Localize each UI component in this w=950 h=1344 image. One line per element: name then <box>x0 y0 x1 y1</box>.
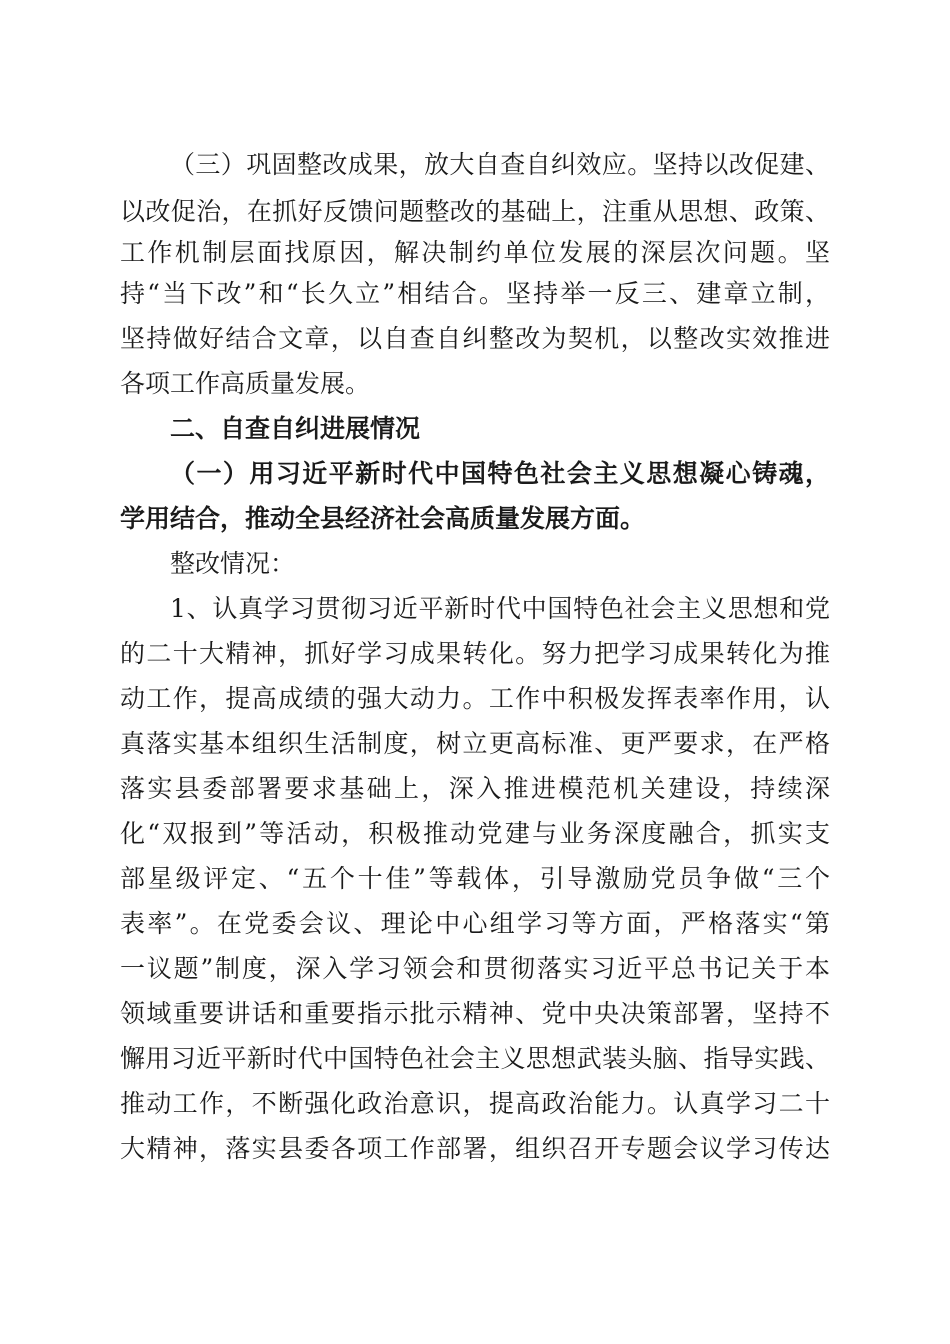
subsection-heading-line: 学用结合，推动全县经济社会高质量发展方面。 <box>120 504 646 533</box>
paragraph-line: 部星级评定、“五个十佳”等载体，引导激励党员争做“三个 <box>120 864 830 893</box>
subsection-heading-line: （一）用习近平新时代中国特色社会主义思想凝心铸魂， <box>170 459 830 488</box>
paragraph-line: 的二十大精神，抓好学习成果转化。努力把学习成果转化为推 <box>120 639 830 668</box>
label-line: 整改情况： <box>170 549 296 578</box>
paragraph-line: 动工作，提高成绩的强大动力。工作中积极发挥表率作用，认 <box>120 684 830 713</box>
paragraph-line: 坚持做好结合文章，以自查自纠整改为契机，以整改实效推进 <box>120 324 830 353</box>
paragraph-line: 落实县委部署要求基础上，深入推进模范机关建设，持续深 <box>120 774 830 803</box>
paragraph-line: 大精神，落实县委各项工作部署，组织召开专题会议学习传达 <box>120 1134 830 1163</box>
paragraph-line: 表率”。在党委会议、理论中心组学习等方面，严格落实“第 <box>120 909 830 938</box>
paragraph-line: 持“当下改”和“长久立”相结合。坚持举一反三、建章立制， <box>120 279 830 308</box>
paragraph-line: 一议题”制度，深入学习领会和贯彻落实习近平总书记关于本 <box>120 954 830 983</box>
paragraph-line: 1、认真学习贯彻习近平新时代中国特色社会主义思想和党 <box>170 594 830 623</box>
paragraph-line: 工作机制层面找原因，解决制约单位发展的深层次问题。坚 <box>120 238 830 267</box>
paragraph-line: 化“双报到”等活动，积极推动党建与业务深度融合，抓实支 <box>120 819 830 848</box>
paragraph-line: 以改促治，在抓好反馈问题整改的基础上，注重从思想、政策、 <box>120 197 830 226</box>
paragraph-line: 真落实基本组织生活制度，树立更高标准、更严要求，在严格 <box>120 729 830 758</box>
paragraph-line: （三）巩固整改成果，放大自查自纠效应。坚持以改促建、 <box>170 150 830 179</box>
paragraph-line: 推动工作，不断强化政治意识，提高政治能力。认真学习二十 <box>120 1089 830 1118</box>
section-heading: 二、自查自纠进展情况 <box>170 414 421 443</box>
paragraph-line: 懈用习近平新时代中国特色社会主义思想武装头脑、指导实践、 <box>120 1044 830 1073</box>
paragraph-line: 各项工作高质量发展。 <box>120 369 371 398</box>
paragraph-line: 领域重要讲话和重要指示批示精神、党中央决策部署，坚持不 <box>120 999 830 1028</box>
